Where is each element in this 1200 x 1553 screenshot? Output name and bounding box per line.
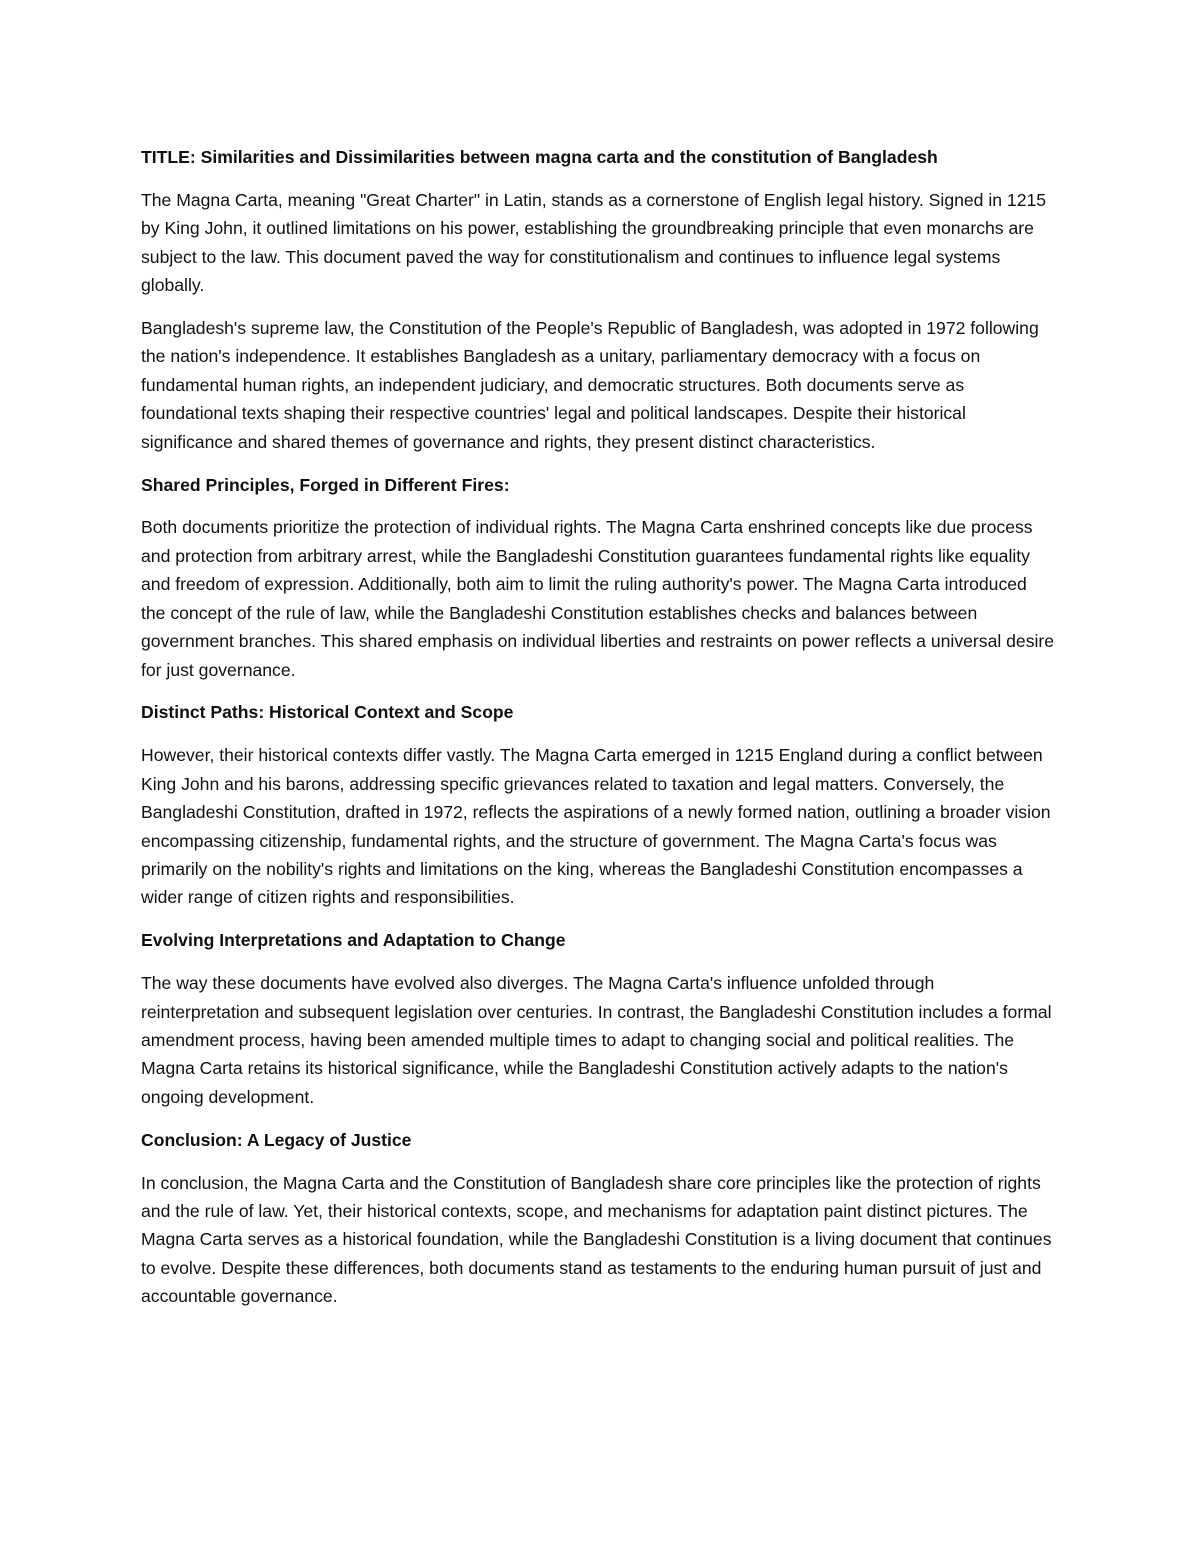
section-body-conclusion: In conclusion, the Magna Carta and the Constitution of Bangladesh share core principles like the protection of rights and the rule of law. Yet, their historical contexts, scope, and mechanisms for adaptation paint distinct pictures. The Magna Carta serves as a historical foundation, while the Bangladeshi Constitution is a living document that continues to evolve. Despite these differences, both documents stand as testaments to the enduring human pursuit of just and accountable governance.	[141, 1172, 1052, 1307]
section-heading-conclusion: Conclusion: A Legacy of Justice	[141, 1129, 412, 1150]
intro-paragraph-1: The Magna Carta, meaning "Great Charter" in Latin, stands as a cornerstone of English legal history. Signed in 1215 by King John, it outlined limitations on his power, establishing the groundbreaking principle that even monarchs are subject to the law. This document paved the way for constitutionalism and continues to influence legal systems globally.	[141, 189, 1047, 296]
document-title: TITLE: Similarities and Dissimilarities between magna carta and the constitution of Bangladesh	[141, 147, 938, 167]
section-body-distinct-paths: However, their historical contexts differ vastly. The Magna Carta emerged in 1215 England during a conflict between King John and his barons, addressing specific grievances related to taxation and legal matters. Conversely, the Bangladeshi Constitution, drafted in 1972, reflects the aspirations of a newly formed nation, outlining a broader vision encompassing citizenship, fundamental rights, and the structure of government. The Magna Carta's focus was primarily on the nobility's rights and limitations on the king, whereas the Bangladeshi Constitution encompasses a wider range of citizen rights and responsibilities.	[141, 745, 1051, 908]
section-body-evolving-interpretations: The way these documents have evolved also diverges. The Magna Carta's influence unfolded through reinterpretation and subsequent legislation over centuries. In contrast, the Bangladeshi Constitution includes a formal amendment process, having been amended multiple times to adapt to changing social and political realities. The Magna Carta retains its historical significance, while the Bangladeshi Constitution actively adapts to the nation's ongoing development.	[141, 973, 1052, 1107]
section-body-shared-principles: Both documents prioritize the protection of individual rights. The Magna Carta enshrined concepts like due process and protection from arbitrary arrest, while the Bangladeshi Constitution guarantees fundamental rights like equality and freedom of expression. Additionally, both aim to limit the ruling authority's power. The Magna Carta introduced the concept of the rule of law, while the Bangladeshi Constitution establishes checks and balances between government branches. This shared emphasis on individual liberties and restraints on power reflects a universal desire for just governance.	[141, 517, 1055, 680]
section-heading-distinct-paths: Distinct Paths: Historical Context and Scope	[141, 702, 514, 723]
document-body	[141, 143, 1056, 1325]
intro-paragraph-2: Bangladesh's supreme law, the Constitution of the People's Republic of Bangladesh, was adopted in 1972 following the nation's independence. It establishes Bangladesh as a unitary, parliamentary democracy with a focus on fundamental human rights, an independent judiciary, and democratic structures. Both documents serve as foundational texts shaping their respective countries' legal and political landscapes. Despite their historical significance and shared themes of governance and rights, they present distinct characteristics.	[141, 318, 1039, 452]
section-heading-evolving-interpretations: Evolving Interpretations and Adaptation to Change	[141, 930, 566, 951]
section-heading-shared-principles: Shared Principles, Forged in Different Fires:	[141, 474, 510, 495]
